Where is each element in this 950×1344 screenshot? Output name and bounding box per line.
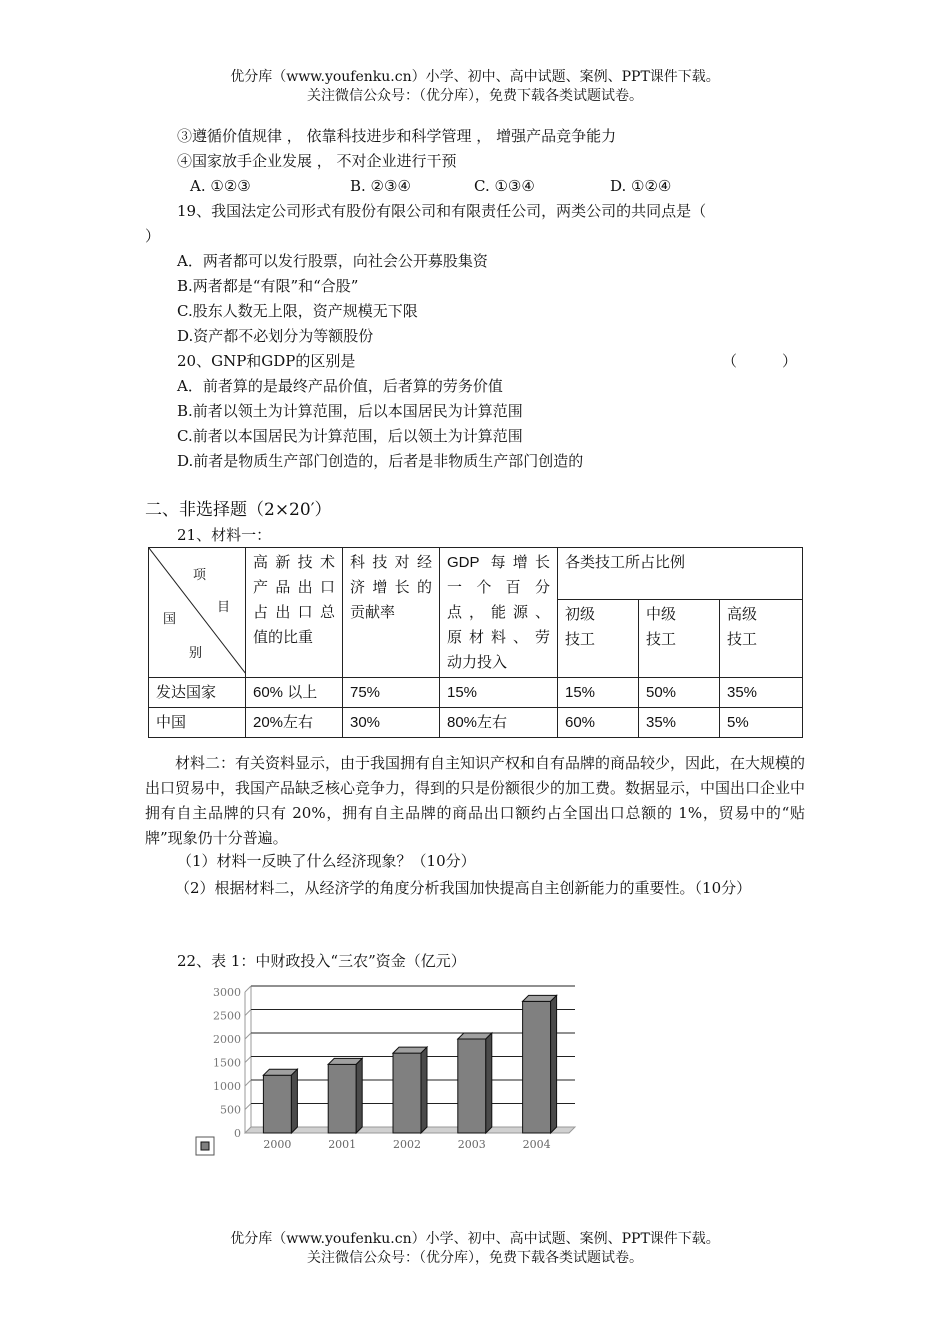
q18-option-b: B. ②③④ xyxy=(350,177,411,195)
table-row xyxy=(149,678,803,708)
y-tick-label: 2000 xyxy=(213,1033,241,1046)
table-row xyxy=(149,708,803,738)
table-cell: 5% xyxy=(720,708,803,738)
table-cell: 20%左右 xyxy=(246,708,343,738)
q20-option-b: B.前者以领土为计算范围，后以本国居民为计算范围 xyxy=(177,402,523,420)
table-cell: 60% 以上 xyxy=(246,678,343,708)
q19-stem-end: ） xyxy=(145,227,161,245)
gridline-depth xyxy=(245,1104,251,1110)
q19-option-d: D.资产都不必划分为等额股份 xyxy=(177,327,374,345)
gridline-depth xyxy=(245,1080,251,1086)
q18-item-3: ③遵循价值规律 ， 依靠科技进步和科学管理 ， 增强产品竞争能力 xyxy=(177,127,617,145)
q21-intro: 21、材料一： xyxy=(177,526,272,544)
bar-side xyxy=(486,1033,492,1133)
footer-line-1: 优分库（www.youfenku.cn）小学、初中、高中试题、案例、PPT课件下载。 xyxy=(230,1231,720,1247)
table-cell: 15% xyxy=(440,678,558,708)
table-cell: 50% xyxy=(639,678,720,708)
bar-side xyxy=(421,1047,427,1133)
q19-option-b: B.两者都是“有限”和“合股” xyxy=(177,277,359,295)
y-tick-label: 1500 xyxy=(213,1056,241,1070)
header-gdp-input: GDP 每增长 一个百分 点，能源、 原材料、劳 动力投入 xyxy=(440,548,558,678)
q19-stem: 19、我国法定公司形式有股份有限公司和有限责任公司，两类公司的共同点是（ xyxy=(177,202,707,220)
q21-sub-2: （2）根据材料二，从经济学的角度分析我国加快提高自主创新能力的重要性。（10分） xyxy=(175,879,752,897)
header-junior-tech: 初级 技工 xyxy=(558,599,639,677)
x-tick-label: 2004 xyxy=(522,1138,551,1151)
table-cell: 35% xyxy=(720,678,803,708)
material-1-table xyxy=(148,547,803,738)
gridline-depth xyxy=(245,1033,251,1039)
gridline-depth xyxy=(245,1010,251,1016)
y-tick-label: 0 xyxy=(234,1127,241,1140)
corner-guo: 国 xyxy=(163,611,177,626)
header-hightech-export: 高新技术 产品出口 占出口总 值的比重 xyxy=(246,548,343,678)
bar xyxy=(523,1001,551,1133)
gridline-depth xyxy=(245,1057,251,1063)
q20-answer-paren: （ ） xyxy=(722,352,798,370)
legend-swatch xyxy=(201,1142,209,1150)
q18-item-4: ④国家放手企业发展 ， 不对企业进行干预 xyxy=(177,152,457,170)
y-tick-label: 500 xyxy=(220,1103,241,1117)
corner-xiang: 项 xyxy=(193,567,207,582)
table-cell: 35% xyxy=(639,708,720,738)
y-tick-label: 2500 xyxy=(213,1009,241,1023)
header-senior-tech: 高级 技工 xyxy=(720,599,803,677)
x-tick-label: 2000 xyxy=(263,1138,292,1151)
q21-sub-1: （1）材料一反映了什么经济现象？（10分） xyxy=(177,852,476,870)
table-cell: 15% xyxy=(558,678,639,708)
table-corner-cell xyxy=(149,548,246,678)
x-tick-label: 2001 xyxy=(328,1138,357,1151)
bar xyxy=(263,1075,291,1133)
table-cell: 60% xyxy=(558,708,639,738)
x-tick-label: 2003 xyxy=(457,1138,486,1151)
corner-bie: 别 xyxy=(189,645,203,660)
bar xyxy=(393,1053,421,1133)
q22-title: 22、表 1：中财政投入“三农”资金（亿元） xyxy=(177,952,466,970)
table-cell: 75% xyxy=(343,678,440,708)
header-line-1: 优分库（www.youfenku.cn）小学、初中、高中试题、案例、PPT课件下载。 xyxy=(230,69,720,85)
bar-side xyxy=(356,1058,362,1133)
section-2-title: 二、非选择题（2×20′） xyxy=(145,500,332,520)
y-tick-label: 3000 xyxy=(213,986,241,999)
header-line-2: 关注微信公众号：（优分库），免费下载各类试题试卷。 xyxy=(307,88,643,104)
x-tick-label: 2002 xyxy=(393,1138,421,1151)
sannong-bar-chart xyxy=(190,980,590,1160)
corner-mu: 目 xyxy=(217,599,231,614)
table-cell: 30% xyxy=(343,708,440,738)
table-cell: 发达国家 xyxy=(149,678,246,708)
q20-option-c: C.前者以本国居民为计算范围，后以领土为计算范围 xyxy=(177,427,523,445)
q20-stem: 20、GNP和GDP的区别是 xyxy=(177,352,356,370)
table-cell: 中国 xyxy=(149,708,246,738)
header-mid-tech: 中级 技工 xyxy=(639,599,720,677)
q18-option-c: C. ①③④ xyxy=(474,177,535,195)
footer-line-2: 关注微信公众号：（优分库），免费下载各类试题试卷。 xyxy=(307,1250,643,1266)
gridline-depth xyxy=(245,986,251,992)
q20-option-d: D.前者是物质生产部门创造的，后者是非物质生产部门创造的 xyxy=(177,452,584,470)
q18-option-d: D. ①②④ xyxy=(610,177,672,195)
bar-side xyxy=(291,1069,297,1133)
q18-option-a: A. ①②③ xyxy=(190,177,251,195)
q20-option-a: A．前者算的是最终产品价值，后者算的劳务价值 xyxy=(177,377,503,395)
y-tick-label: 1000 xyxy=(213,1080,241,1093)
q19-option-a: A．两者都可以发行股票，向社会公开募股集资 xyxy=(177,252,488,270)
header-technician-ratio: 各类技工所占比例 xyxy=(558,548,803,600)
bar xyxy=(458,1039,486,1133)
bar-side xyxy=(551,995,557,1133)
bar xyxy=(328,1064,356,1133)
q19-option-c: C.股东人数无上限，资产规模无下限 xyxy=(177,302,418,320)
material-2-paragraph: 材料二：有关资料显示，由于我国拥有自主知识产权和自有品牌的商品较少，因此，在大规模的出口贸易中，我国产品缺乏核心竞争力，得到的只是份额很少的加工费。数据显示，中国出口企业中拥有自主品牌的只有 20%，拥有自主品牌的商品出口额约占全国出口总额的 1%，贸易中的“贴牌”现象仍十分普遍。 xyxy=(145,754,806,847)
table-cell: 80%左右 xyxy=(440,708,558,738)
header-tech-contribution: 科技对经 济增长的 贡献率 xyxy=(343,548,440,678)
